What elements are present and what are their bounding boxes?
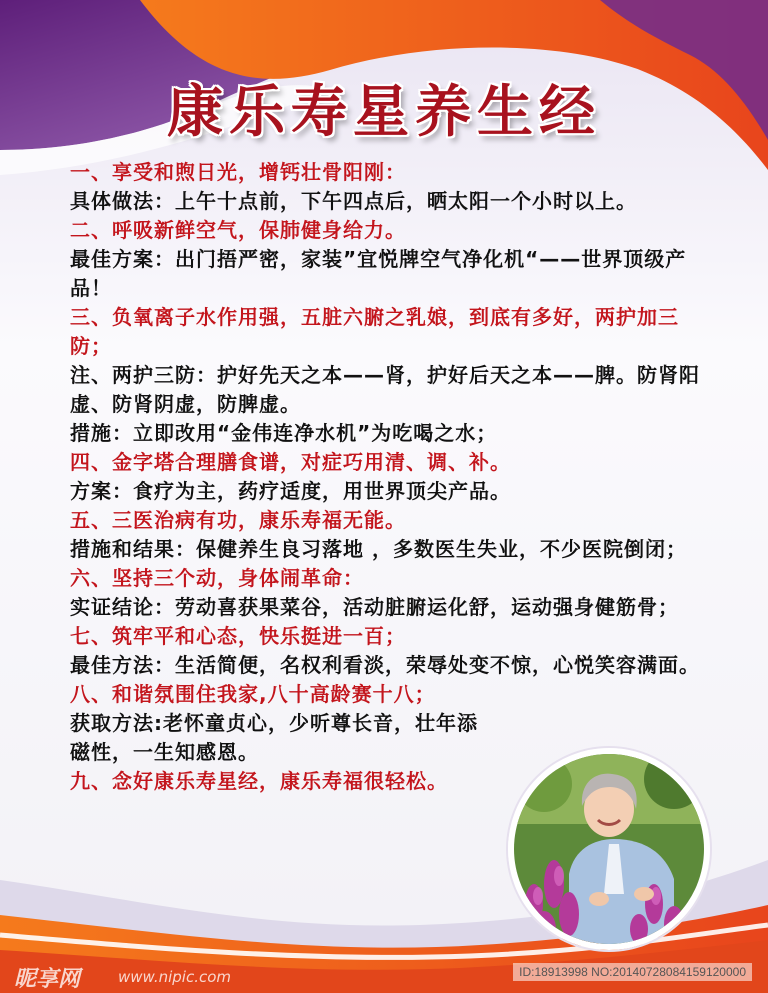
text-line: 措施和结果：保健养生良习落地 ，多数医生失业，不少医院倒闭；: [70, 537, 687, 561]
text-line: 七、筑牢平和心态，快乐挺进一百；: [70, 624, 406, 648]
elderly-woman-photo: [508, 748, 710, 950]
watermark-url: www.nipic.com: [118, 968, 232, 986]
text-line: 八、和谐氛围住我家,八十高龄赛十八；: [70, 682, 436, 706]
text-line: 三、负氧离子水作用强，五脏六腑之乳娘，到底有多好，两护加三防；: [70, 305, 679, 358]
text-line: 四、金字塔合理膳食谱，对症巧用清、调、补。: [70, 450, 511, 474]
text-line: 获取方法:老怀童贞心，少听尊长音，壮年添磁性，一生知感恩。: [70, 711, 478, 764]
text-line: 六、坚持三个动，身体闹革命：: [70, 566, 364, 590]
text-line: 五、三医治病有功，康乐寿福无能。: [70, 508, 406, 532]
text-line: 具体做法：上午十点前，下午四点后，晒太阳一个小时以上。: [70, 189, 637, 213]
watermark-logo: 昵享网: [14, 967, 81, 992]
text-line: 一、享受和煦日光，增钙壮骨阳刚：: [70, 160, 406, 184]
text-line: 九、念好康乐寿星经，康乐寿福很轻松。: [70, 769, 448, 793]
text-line: 二、呼吸新鲜空气，保肺健身给力。: [70, 218, 406, 242]
text-line: 最佳方法：生活简便，名权利看淡，荣辱处变不惊，心悦笑容满面。: [70, 653, 700, 677]
text-line: 措施：立即改用“金伟连净水机”为吃喝之水；: [70, 421, 498, 445]
text-line: 方案：食疗为主，药疗适度，用世界顶尖产品。: [70, 479, 511, 503]
text-line: 最佳方案：出门捂严密，家装”宜悦牌空气净化机“——世界顶级产品！: [70, 247, 687, 300]
poster-title: 康乐寿星养生经: [167, 79, 601, 145]
content-list: [70, 158, 710, 796]
image-id-label: ID:18913998 NO:20140728084159120000: [513, 963, 752, 981]
text-line: 注、两护三防：护好先天之本——肾，护好后天之本——脾。防肾阳虚、防肾阴虚，防脾虚。: [70, 363, 700, 416]
text-line: 实证结论：劳动喜获果菜谷，活动脏腑运化舒，运动强身健筋骨；: [70, 595, 679, 619]
